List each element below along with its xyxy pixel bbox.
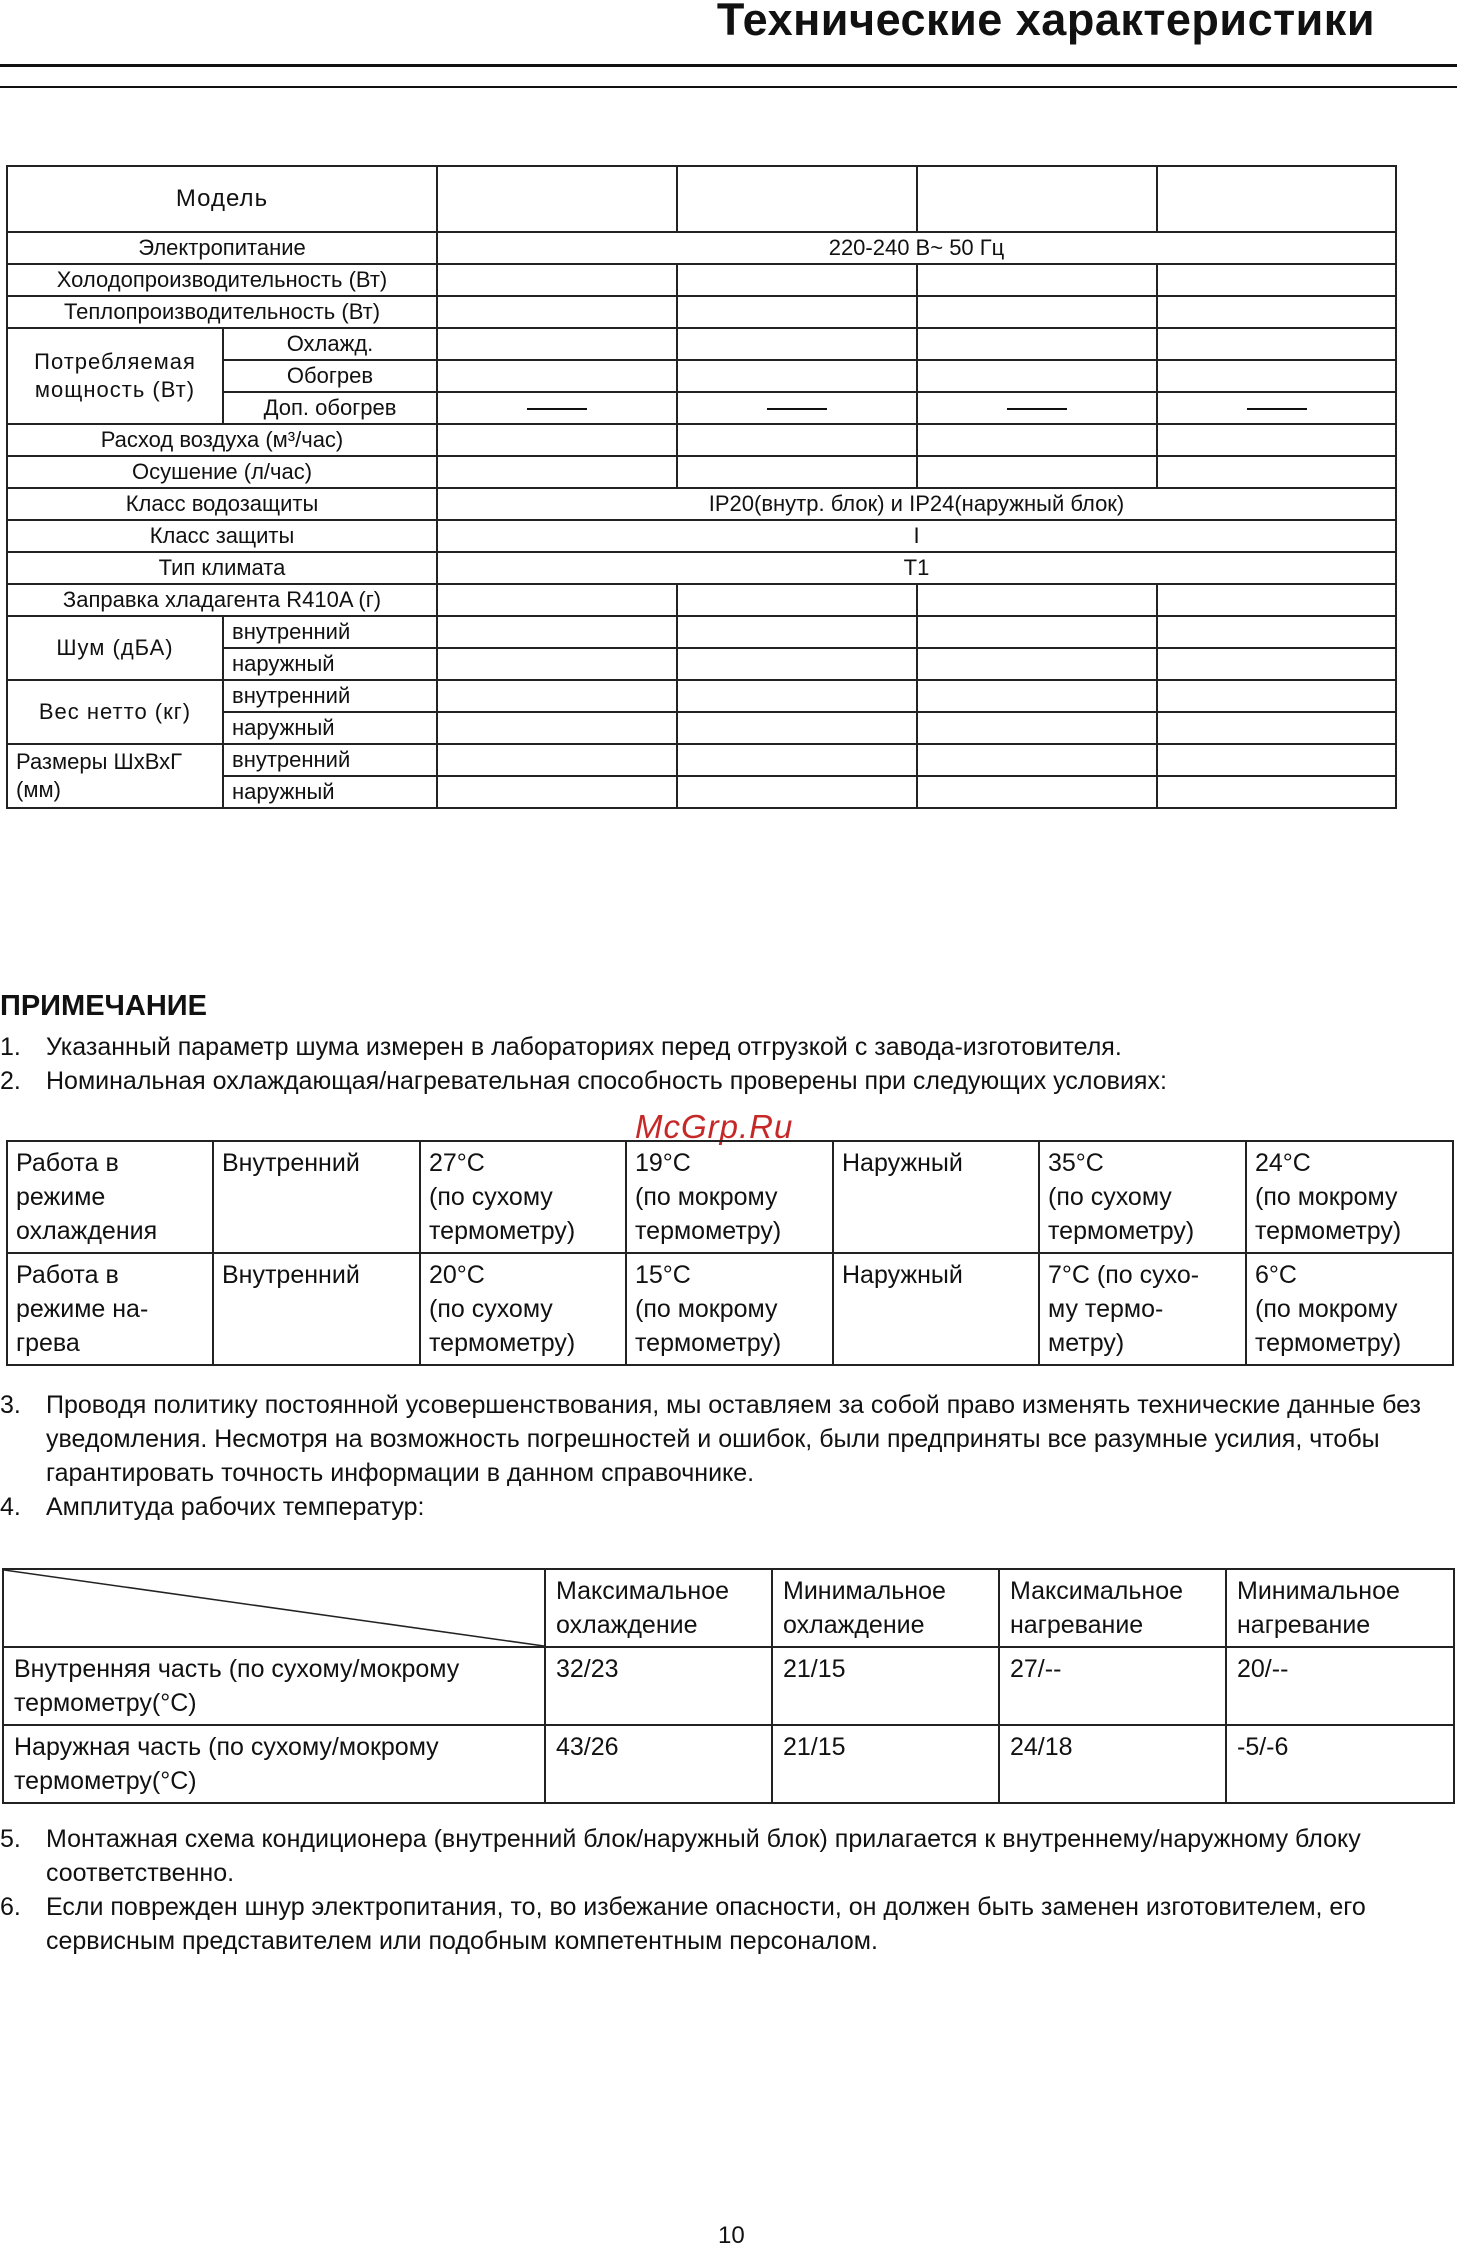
table-row	[7, 584, 1396, 616]
row-header: Наружная часть (по сухому/мокрому термометру(°C)	[3, 1725, 545, 1803]
diagonal-corner-cell	[3, 1569, 545, 1647]
table-header-row	[3, 1569, 1454, 1647]
table-row	[7, 232, 1396, 264]
table-cell: 24°C (по мокрому термометру)	[1246, 1141, 1453, 1253]
table-cell: 21/15	[772, 1725, 999, 1803]
model-cell	[917, 166, 1157, 232]
note-number: 5.	[0, 1825, 21, 1853]
table-cell: 43/26	[545, 1725, 772, 1803]
table-cell: 35°C (по сухому термометру)	[1039, 1141, 1246, 1253]
dimensions-indoor-label: внутренний	[223, 744, 437, 776]
page-title: Технические характеристики	[716, 0, 1375, 45]
cooling-capacity-label: Холодопроизводительность (Вт)	[7, 264, 437, 296]
table-row	[7, 456, 1396, 488]
table-cell: Внутренний	[213, 1253, 420, 1365]
note-text: Если поврежден шнур электропитания, то, во избежание опасности, он должен быть заменен изготовителем, его сервисным представителем или подобным компетентным персоналом.	[46, 1893, 1366, 1955]
table-row	[3, 1647, 1454, 1725]
power-supply-label: Электропитание	[7, 232, 437, 264]
note-item	[0, 1388, 1440, 1490]
table-cell: 32/23	[545, 1647, 772, 1725]
watermark: McGrp.Ru	[635, 1108, 794, 1145]
table-cell: 6°C (по мокрому термометру)	[1246, 1253, 1453, 1365]
model-cell	[437, 166, 677, 232]
table-row	[7, 264, 1396, 296]
note-number: 3.	[0, 1391, 21, 1419]
diagonal-line	[4, 1570, 544, 1646]
table-cell: 15°C (по мокрому термометру)	[626, 1253, 833, 1365]
table-cell: 20°C (по сухому термометру)	[420, 1253, 626, 1365]
spec-table	[6, 165, 1397, 809]
noise-indoor-label: внутренний	[223, 616, 437, 648]
table-row	[7, 424, 1396, 456]
note-item	[0, 1064, 1440, 1098]
table-cell: 7°C (по сухо- му термо- метру)	[1039, 1253, 1246, 1365]
protection-class-label: Класс защиты	[7, 520, 437, 552]
model-label: Модель	[7, 166, 437, 232]
table-cell: 27°C (по сухому термометру)	[420, 1141, 626, 1253]
note-number: 2.	[0, 1067, 21, 1095]
conditions-table	[6, 1140, 1454, 1366]
power-cooling-label: Охлажд.	[223, 328, 437, 360]
table-cell: 21/15	[772, 1647, 999, 1725]
dash-cell	[917, 392, 1157, 424]
noise-label: Шум (дБА)	[7, 616, 223, 680]
climate-type-value: T1	[437, 552, 1396, 584]
row-header: Внутренняя часть (по сухому/мокрому термометру(°C)	[3, 1647, 545, 1725]
table-cell: -5/-6	[1226, 1725, 1454, 1803]
table-row	[7, 552, 1396, 584]
note-text: Проводя политику постоянной усовершенствования, мы оставляем за собой право изменять технические данные без уведомления. Несмотря на возможность погрешностей и ошибок, были предприняты все разумные усилия, чтобы гарантировать точность информации в данном справочнике.	[46, 1391, 1421, 1487]
table-cell: 19°C (по мокрому термометру)	[626, 1141, 833, 1253]
dash-mark	[1247, 408, 1307, 410]
column-header: Минимальное охлаждение	[772, 1569, 999, 1647]
table-row	[7, 680, 1396, 712]
table-cell: 24/18	[999, 1725, 1226, 1803]
note-text: Монтажная схема кондиционера (внутренний блок/наружный блок) прилагается к внутреннему/наружному блоку соответственно.	[46, 1825, 1361, 1887]
table-row	[3, 1725, 1454, 1803]
note-number: 4.	[0, 1493, 21, 1521]
note-text: Указанный параметр шума измерен в лабораториях перед отгрузкой с завода-изготовителя.	[46, 1033, 1122, 1061]
column-header: Минимальное нагревание	[1226, 1569, 1454, 1647]
table-cell: 27/--	[999, 1647, 1226, 1725]
table-cell: 20/--	[1226, 1647, 1454, 1725]
power-extra-heating-label: Доп. обогрев	[223, 392, 437, 424]
table-row	[7, 616, 1396, 648]
header-rule	[0, 64, 1457, 67]
table-row	[7, 520, 1396, 552]
dash-cell	[437, 392, 677, 424]
model-cell	[1157, 166, 1396, 232]
table-row	[7, 166, 1396, 232]
dash-mark	[767, 408, 827, 410]
table-row	[7, 296, 1396, 328]
table-row	[7, 328, 1396, 360]
page-number: 10	[718, 2222, 745, 2249]
note-number: 6.	[0, 1893, 21, 1921]
heating-capacity-label: Теплопроизводительность (Вт)	[7, 296, 437, 328]
weight-outdoor-label: наружный	[223, 712, 437, 744]
water-protection-value: IP20(внутр. блок) и IP24(наружный блок)	[437, 488, 1396, 520]
table-cell: Внутренний	[213, 1141, 420, 1253]
power-supply-value: 220-240 В~ 50 Гц	[437, 232, 1396, 264]
note-item	[0, 1490, 1440, 1524]
weight-indoor-label: внутренний	[223, 680, 437, 712]
column-header: Максимальное нагревание	[999, 1569, 1226, 1647]
temperature-range-table	[2, 1568, 1455, 1804]
dehumidification-label: Осушение (л/час)	[7, 456, 437, 488]
notes-title: ПРИМЕЧАНИЕ	[0, 990, 207, 1022]
note-item	[0, 1822, 1440, 1890]
protection-class-value: I	[437, 520, 1396, 552]
note-item	[0, 1890, 1440, 1958]
table-row	[7, 744, 1396, 776]
table-cell: Работа в режиме охлаждения	[7, 1141, 213, 1253]
power-heating-label: Обогрев	[223, 360, 437, 392]
power-consumption-label: Потребляемая мощность (Вт)	[7, 328, 223, 424]
column-header: Максимальное охлаждение	[545, 1569, 772, 1647]
note-item	[0, 1030, 1440, 1064]
note-number: 1.	[0, 1033, 21, 1061]
dash-mark	[527, 408, 587, 410]
climate-type-label: Тип климата	[7, 552, 437, 584]
noise-outdoor-label: наружный	[223, 648, 437, 680]
dash-cell	[677, 392, 917, 424]
net-weight-label: Вес нетто (кг)	[7, 680, 223, 744]
airflow-label: Расход воздуха (м³/час)	[7, 424, 437, 456]
dimensions-label: Размеры ШхВхГ (мм)	[7, 744, 223, 808]
note-text: Номинальная охлаждающая/нагревательная способность проверены при следующих условиях:	[46, 1067, 1167, 1095]
table-cell: Работа в режиме на- грева	[7, 1253, 213, 1365]
header-rule-secondary	[0, 86, 1457, 88]
table-row	[7, 1253, 1453, 1365]
table-cell: Наружный	[833, 1141, 1039, 1253]
note-text: Амплитуда рабочих температур:	[46, 1493, 425, 1521]
table-row	[7, 1141, 1453, 1253]
table-cell: Наружный	[833, 1253, 1039, 1365]
dimensions-outdoor-label: наружный	[223, 776, 437, 808]
dash-cell	[1157, 392, 1396, 424]
dash-mark	[1007, 408, 1067, 410]
water-protection-label: Класс водозащиты	[7, 488, 437, 520]
refrigerant-label: Заправка хладагента R410A (г)	[7, 584, 437, 616]
table-row	[7, 488, 1396, 520]
model-cell	[677, 166, 917, 232]
